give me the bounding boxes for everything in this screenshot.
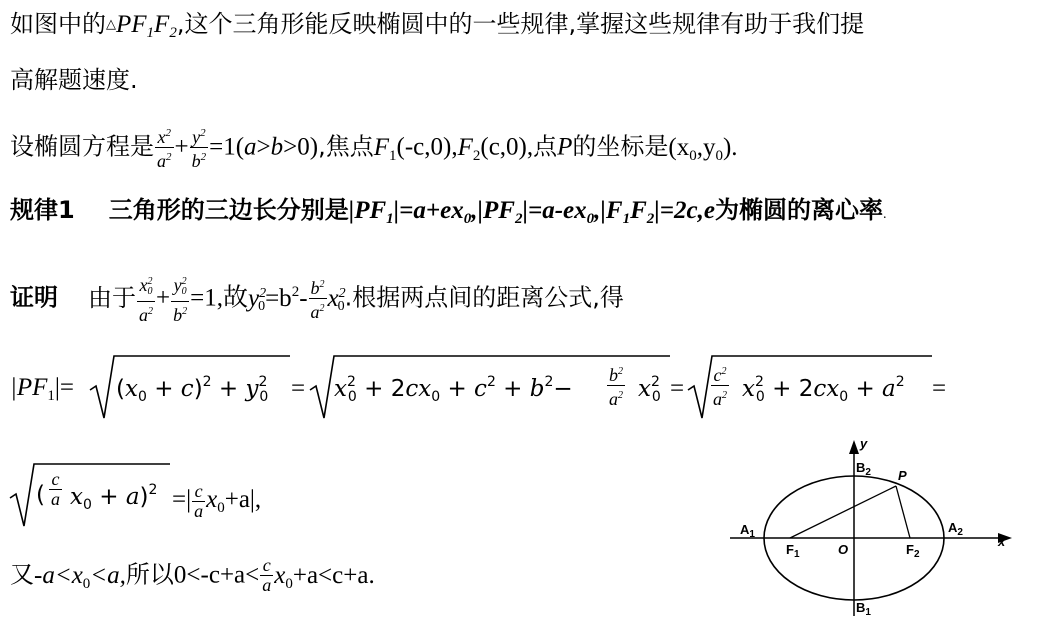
- point-label: 点: [533, 132, 558, 161]
- sqrt-1-content: $(x_0 + c)^2 + y^2_0$: [116, 374, 269, 405]
- label-P: P: [898, 468, 907, 483]
- point-P: P: [557, 133, 573, 161]
- focus-F1-coord: (-c,0),: [396, 133, 458, 161]
- intro-line-1: [10, 10, 864, 42]
- sqrt-4-open: (: [36, 482, 45, 508]
- fraction-x0-a: $\frac{x^2_0}{a^2}$: [137, 272, 155, 325]
- rule-1-tail: 为椭圆的离心率: [714, 196, 883, 224]
- intro-line-2-text: 高解题速度.: [10, 66, 138, 94]
- fraction-y2-b2: $\frac{y^2}{b^2}$: [190, 124, 209, 171]
- proof-b2: $=b^2-$: [265, 283, 308, 312]
- final-so: 所以: [125, 560, 174, 589]
- ellipse-figure: [728, 432, 1028, 616]
- label-A1: $A_1$: [740, 522, 755, 540]
- proof-label: 证明: [10, 283, 58, 312]
- proof-y0sq: $y^2_0$: [247, 284, 267, 314]
- final-ineq: $-a<x_0<a$,: [34, 561, 126, 592]
- sqrt-2-fraction: $\frac{b^2}{a^2}$: [607, 362, 625, 409]
- plus-sign: +: [174, 133, 189, 161]
- intro-line-2: [10, 66, 138, 95]
- final-chain: 0<-c+a<: [173, 561, 260, 589]
- sqrt-2: $x^2_0 + 2cx_0 + c^2 + b^2-$ $\frac{b^2}{a^2}$ $x^2_0$: [308, 352, 670, 422]
- y-axis-label: y: [860, 436, 868, 451]
- label-F1: $F_1$: [786, 542, 800, 560]
- eq-sign-2: =: [670, 375, 685, 402]
- plus-sign-2: +: [156, 284, 171, 312]
- fraction-b2-a2: $\frac{b^2}{a^2}$: [309, 275, 327, 322]
- focus-F2: $F_2$: [457, 133, 481, 164]
- proof-line: [10, 272, 624, 325]
- ellipse-diagram: [728, 432, 1028, 616]
- sqrt-3-content: $x^2_0 + 2cx_0 + a^2$: [742, 374, 905, 405]
- segment-PF2: [896, 486, 910, 538]
- sqrt-4-content: $x_0 + a)^2$: [70, 482, 158, 513]
- focus-F1: $F_1$: [373, 133, 397, 164]
- y-axis-arrow: [849, 440, 859, 454]
- rule-1-text: 三角形的三边长分别是: [108, 196, 349, 224]
- final-line: [10, 556, 375, 595]
- label-A2: $A_2$: [948, 520, 963, 538]
- formula-2-rhs: =| $\frac{c}{a}$ $x_0+a|$,: [172, 481, 262, 521]
- label-O: O: [838, 542, 849, 557]
- rule-1-line: [10, 196, 886, 228]
- ellipse-setup-line: [10, 124, 738, 171]
- label-B1: $B_1$: [856, 600, 871, 616]
- final-end: $x_0+a<c+a$.: [274, 561, 375, 592]
- sqrt-4-fraction: $\frac{c}{a}$: [51, 469, 60, 509]
- triangle-symbol: △: [106, 17, 116, 32]
- eq-sign-3: =: [932, 375, 947, 402]
- x-axis-label: x: [998, 534, 1006, 549]
- proof-x0sq: $x^2_0$: [327, 284, 346, 314]
- fraction-y0-b: $\frac{y^2_0}{b^2}$: [171, 272, 189, 325]
- final-lead: 又: [10, 560, 34, 589]
- fraction-c-a: $\frac{c}{a}$: [262, 555, 272, 595]
- fraction-x2-a2: $\frac{x^2}{a^2}$: [155, 124, 174, 171]
- formula-pf1-lhs: $|PF_1|=$: [10, 374, 75, 404]
- rule-1-dot: .: [882, 207, 887, 222]
- sqrt-3: [686, 352, 932, 422]
- label-F2: $F_2$: [906, 542, 920, 560]
- intro-text: 如图中的: [10, 10, 106, 38]
- rule-1-label: 规律1: [10, 196, 75, 224]
- proof-after: .根据两点间的距离公式,得: [344, 283, 624, 312]
- sqrt-4: [8, 460, 170, 530]
- coord-label: 的坐标是: [572, 132, 669, 161]
- focus-label: ,焦点: [318, 132, 374, 161]
- rule-1-formula: $|PF_1|=a+ex_0,|PF_2|=a-ex_0,|F_1F_2|=2c,e$: [348, 197, 715, 227]
- sqrt-2-content: $x^2_0 + 2cx_0 + c^2 + b^2-$: [334, 374, 573, 405]
- sqrt-3-fraction: $\frac{c^2}{a^2}$: [711, 362, 729, 409]
- focus-F2-coord: (c,0),: [480, 133, 534, 161]
- segment-F1P: [790, 486, 896, 538]
- proof-condition: =1,故: [190, 284, 248, 312]
- sqrt-1: [88, 352, 290, 422]
- eq-sign-1: =: [291, 375, 306, 402]
- setup-lead: 设椭圆方程是: [10, 132, 154, 161]
- proof-intro: 由于: [88, 283, 136, 312]
- triangle-name: $PF_1F_2$: [116, 11, 177, 41]
- point-coord: $(x_0,y_0)$.: [668, 133, 738, 164]
- label-B2: $B_2$: [856, 460, 871, 478]
- intro-rest: ,这个三角形能反映椭圆中的一些规律,掌握这些规律有助于我们提: [176, 10, 865, 38]
- ellipse-equation-rest: =1(a>b>0): [209, 133, 319, 161]
